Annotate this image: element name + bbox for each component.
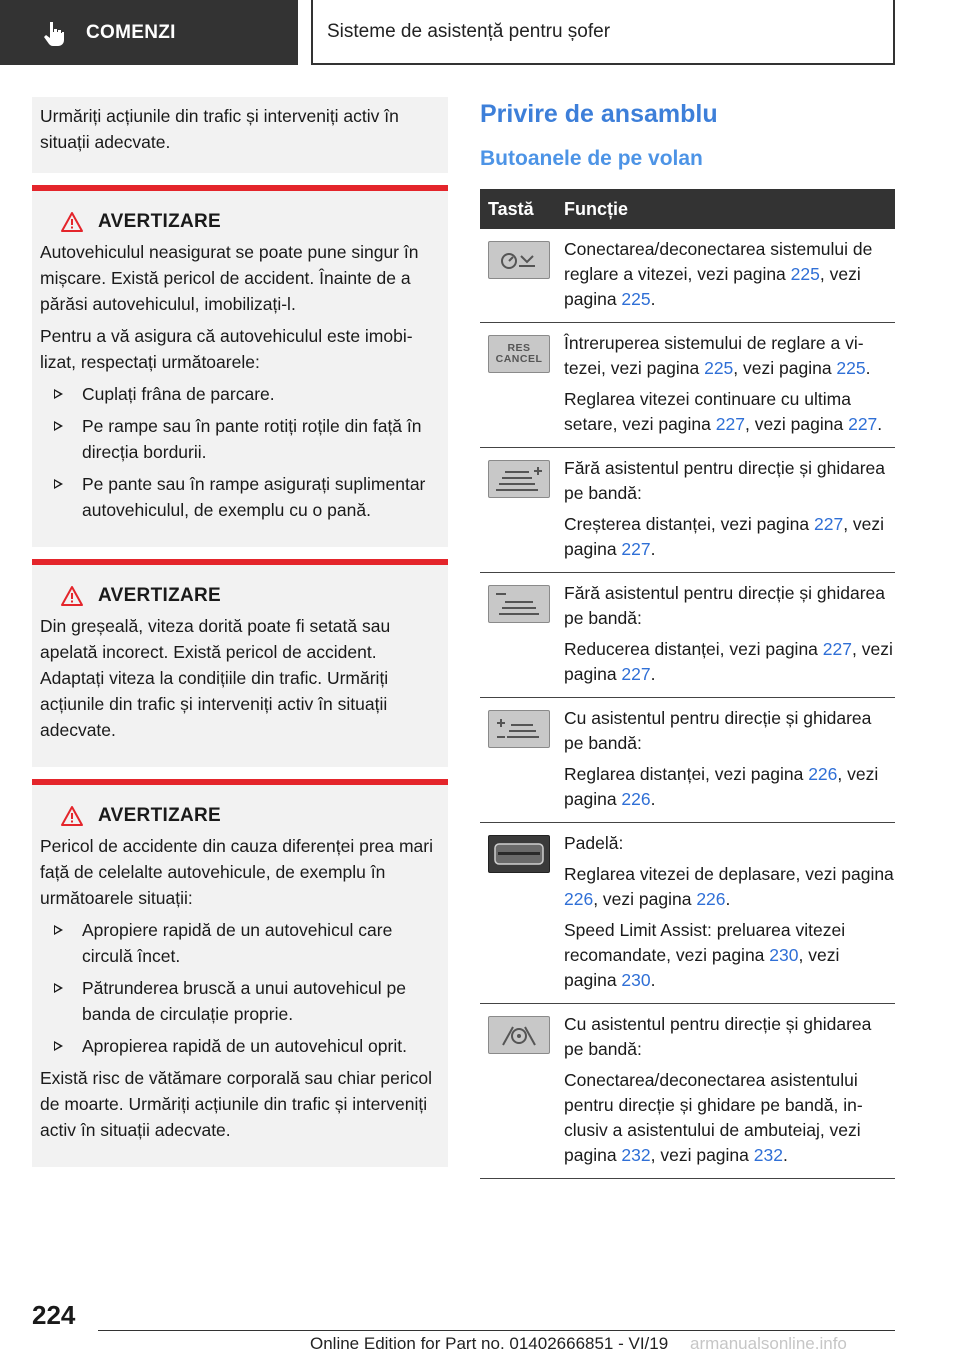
- table-row: [480, 823, 895, 1004]
- distance-increase-icon: [488, 460, 550, 498]
- function-text: Fără asistentul pentru direcție și ghidarea pe bandă:: [564, 583, 886, 628]
- list-item: [48, 1033, 440, 1059]
- warning-box: [32, 185, 448, 547]
- chapter-title: COMENZI: [86, 21, 176, 43]
- function-text: Întreruperea sistemului de reglare a vitezei, vezi pagina 225, vezi pagina 225.: [564, 333, 871, 378]
- list-item-text: Pe rampe sau în pante rotiți roțile din față în direcția bordurii.: [82, 416, 422, 462]
- edition-text: Online Edition for Part no. 01402666851 - VI/19: [310, 1334, 669, 1353]
- function-cell: [564, 448, 895, 573]
- paddle-icon: [488, 835, 550, 873]
- hand-pointer-icon: [42, 20, 68, 46]
- triangle-bullet-icon: [54, 389, 63, 399]
- key-cell: [480, 1004, 564, 1179]
- table-row: [480, 573, 895, 698]
- left-column: [32, 97, 448, 1167]
- chapter-tab: [0, 0, 298, 65]
- subsection-heading: Butoanele de pe volan: [480, 147, 703, 170]
- list-item-text: Apropiere rapidă de un autovehicul care circulă încet.: [82, 920, 393, 966]
- function-cell: [564, 323, 895, 448]
- steering-assistant-icon: [488, 1016, 550, 1054]
- warning-text: Din greșeală, viteza dorită poate fi setată sau apelată incorect. Există pericol de accident. Adaptați viteza la condițiile din trafic. Urmăriți acțiunile din trafic și interveniți activ în situații adecvate.: [40, 616, 391, 740]
- page-link[interactable]: 227: [814, 514, 844, 534]
- key-cell: [480, 229, 564, 323]
- function-text: Conectarea/deconectarea sistemului de reglare a vitezei, vezi pagina 225, vezi pagina 225.: [564, 239, 873, 309]
- function-text: Creșterea distanței, vezi pagina 227, vezi pagina 227.: [564, 514, 885, 559]
- function-text: Padelă:: [564, 833, 624, 853]
- distance-decrease-icon: [488, 585, 550, 623]
- warning-triangle-icon: [60, 585, 84, 607]
- key-cell: [480, 698, 564, 823]
- page-link[interactable]: 225: [790, 264, 820, 284]
- table-row: [480, 448, 895, 573]
- key-cell: [480, 823, 564, 1004]
- function-cell: [564, 823, 895, 1004]
- page-link[interactable]: 227: [715, 414, 745, 434]
- function-text: Reglarea vitezei de deplasare, vezi pagina 226, vezi pagina 226.: [564, 864, 894, 909]
- cancel-label: CANCEL: [495, 353, 543, 365]
- page-link[interactable]: 230: [769, 945, 799, 965]
- column-header-key: Tastă: [480, 189, 564, 229]
- intro-box: Urmăriți acțiunile din trafic și interveniți activ în situații adecvate.: [32, 97, 448, 173]
- list-item: [48, 471, 440, 523]
- warning-text: Există risc de vătămare corporală sau chiar pericol de moarte. Urmăriți acțiunile din trafic și interveniți activ în situații adecvate.: [40, 1068, 432, 1140]
- page-link[interactable]: 227: [848, 414, 878, 434]
- page-link[interactable]: 226: [808, 764, 838, 784]
- warning-text: Pentru a vă asigura că autovehiculul este imobilizat, respectați următoarele:: [40, 326, 413, 372]
- triangle-bullet-icon: [54, 421, 63, 431]
- table-row: [480, 229, 895, 323]
- list-item-text: Pătrunderea bruscă a unui autovehicul pe banda de circulație proprie.: [82, 978, 406, 1024]
- triangle-bullet-icon: [54, 925, 63, 935]
- page-link[interactable]: 226: [564, 889, 594, 909]
- warning-box: [32, 779, 448, 1167]
- res-cancel-icon: [488, 335, 550, 373]
- warning-title: AVERTIZARE: [98, 211, 221, 232]
- warning-header: [60, 803, 440, 829]
- page-link[interactable]: 225: [704, 358, 734, 378]
- warning-list: [40, 381, 440, 523]
- triangle-bullet-icon: [54, 479, 63, 489]
- res-label: RES: [507, 342, 531, 354]
- function-text: Conectarea/deconectarea asistentului pentru direcție și ghidare pe bandă, inclusiv a asistentului de ambuteiaj, vezi pagina 232, vezi pagina 232.: [564, 1070, 863, 1165]
- warning-triangle-icon: [60, 805, 84, 827]
- list-item: [48, 975, 440, 1027]
- right-column: [480, 100, 895, 1179]
- page-link[interactable]: 232: [753, 1145, 783, 1165]
- function-cell: [564, 698, 895, 823]
- triangle-bullet-icon: [54, 983, 63, 993]
- page-link[interactable]: 227: [621, 664, 651, 684]
- warning-title: AVERTIZARE: [98, 585, 221, 606]
- steering-buttons-table: [480, 189, 895, 1179]
- warning-header: [60, 209, 440, 235]
- page-link[interactable]: 230: [621, 970, 651, 990]
- warning-text: Pericol de accidente din cauza diferenței prea mari față de celelalte autovehicule, de exemplu în următoarele situații:: [40, 836, 433, 908]
- footer-divider: [98, 1330, 895, 1331]
- page-link[interactable]: 226: [621, 789, 651, 809]
- distance-toggle-icon: [488, 710, 550, 748]
- table-row: [480, 323, 895, 448]
- function-text: Fără asistentul pentru direcție și ghidarea pe bandă:: [564, 458, 886, 503]
- key-cell: [480, 573, 564, 698]
- list-item-text: Pe pante sau în rampe asigurați suplimentar autovehiculul, de exemplu cu o pană.: [82, 474, 426, 520]
- function-cell: [564, 1004, 895, 1179]
- watermark: armanualsonline.info: [690, 1334, 847, 1353]
- page-link[interactable]: 226: [696, 889, 726, 909]
- function-text: Speed Limit Assist: preluarea vitezei recomandate, vezi pagina 230, vezi pagina 230.: [564, 920, 846, 990]
- section-heading: Privire de ansamblu: [480, 100, 718, 128]
- list-item-text: Cuplați frâna de parcare.: [82, 384, 275, 404]
- section-title: Sisteme de asistență pentru șofer: [311, 0, 895, 65]
- function-text: Reducerea distanței, vezi pagina 227, vezi pagina 227.: [564, 639, 893, 684]
- function-cell: [564, 573, 895, 698]
- warning-list: [40, 917, 440, 1059]
- list-item-text: Apropierea rapidă de un autovehicul oprit.: [82, 1036, 407, 1056]
- page-link[interactable]: 225: [836, 358, 866, 378]
- function-text: Reglarea distanței, vezi pagina 226, vezi pagina 226.: [564, 764, 879, 809]
- column-header-function: Funcție: [564, 189, 895, 229]
- table-row: [480, 1004, 895, 1179]
- list-item: [48, 917, 440, 969]
- warning-header: [60, 583, 440, 609]
- key-cell: [480, 323, 564, 448]
- warning-box: [32, 559, 448, 767]
- page-number: 224: [32, 1300, 76, 1330]
- page-link[interactable]: 225: [621, 289, 651, 309]
- function-text: Reglarea vitezei continuare cu ultima setare, vezi pagina 227, vezi pagina 227.: [564, 389, 883, 434]
- function-cell: [564, 229, 895, 323]
- list-item: [48, 381, 440, 407]
- table-header-row: [480, 189, 895, 229]
- table-row: [480, 698, 895, 823]
- warning-triangle-icon: [60, 211, 84, 233]
- warning-text: Autovehiculul neasigurat se poate pune singur în mișcare. Există pericol de accident. Înainte de a părăsi autovehiculul, imobilizați-l.: [40, 242, 419, 314]
- cruise-control-onoff-icon: [488, 241, 550, 279]
- function-text: Cu asistentul pentru direcție și ghidarea pe bandă:: [564, 1014, 872, 1059]
- warning-title: AVERTIZARE: [98, 805, 221, 826]
- list-item: [48, 413, 440, 465]
- triangle-bullet-icon: [54, 1041, 63, 1051]
- page-link[interactable]: 232: [621, 1145, 651, 1165]
- page-link[interactable]: 227: [621, 539, 651, 559]
- key-cell: [480, 448, 564, 573]
- function-text: Cu asistentul pentru direcție și ghidarea pe bandă:: [564, 708, 872, 753]
- page-link[interactable]: 227: [822, 639, 852, 659]
